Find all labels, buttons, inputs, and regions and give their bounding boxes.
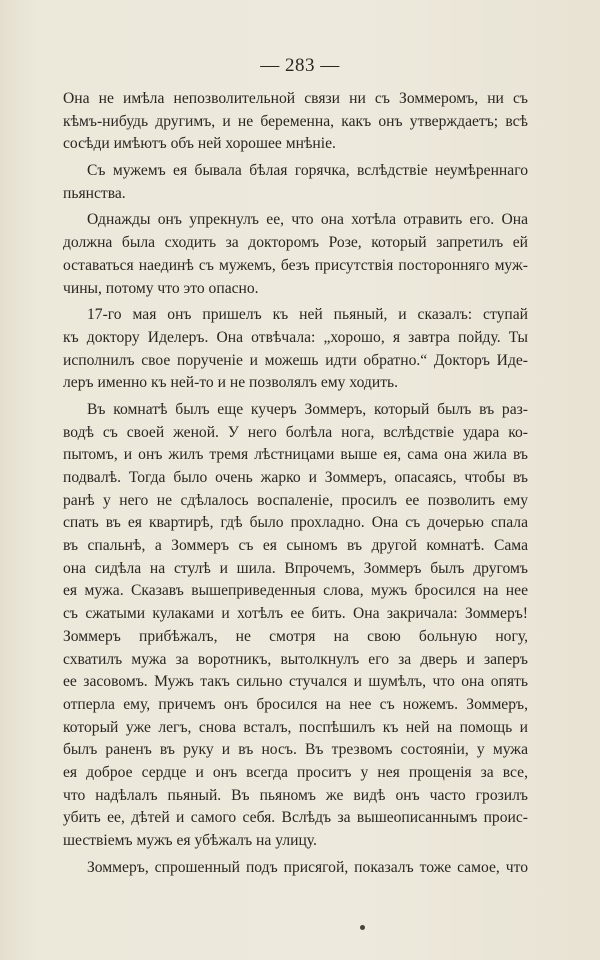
text-line: леръ именно къ ней-то и не позволялъ ему ходить. xyxy=(63,374,399,392)
body-text xyxy=(63,88,528,883)
text-line: убить ее, дѣтей и самого себя. Вслѣдъ за вышеописаннымъ проис- xyxy=(63,809,528,827)
page-number: — 283 — xyxy=(260,55,340,76)
text-line: водѣ съ своей женой. У него болѣла нога, вслѣдствіе удара ко- xyxy=(63,423,528,441)
text-line: ранѣ у него не сдѣлалось воспаленіе, просилъ ее позволить ему xyxy=(63,491,528,509)
text-line: оставаться наединѣ съ мужемъ, безъ присутствія посторонняго муж- xyxy=(63,256,528,274)
text-line: подвалѣ. Тогда было очень жарко и Зоммеръ, опасаясь, чтобы въ xyxy=(63,469,528,486)
ink-speck xyxy=(360,925,365,930)
text-line: сосѣди имѣютъ объ ней хорошее мнѣніе. xyxy=(63,135,336,153)
text-line: 17-го мая онъ пришелъ къ ней пьяный, и сказалъ: ступай xyxy=(87,306,528,324)
text-line: ея мужа. Сказавъ вышеприведенныя слова, мужъ бросился на нее xyxy=(63,582,528,600)
paragraph xyxy=(63,399,528,853)
text-line: Съ мужемъ ея бывала бѣлая горячка, вслѣдствіе неумѣреннаго xyxy=(87,162,528,180)
text-line: пытомъ, и онъ жилъ тремя лѣстницами выше ея, сама она жила въ xyxy=(63,446,528,464)
paragraph xyxy=(63,304,528,395)
text-line: съ сжатыми кулаками и хотѣлъ ее бить. Она закричала: Зоммеръ! xyxy=(63,605,528,623)
text-line: должна была сходить за докторомъ Розе, который запретилъ ей xyxy=(63,234,528,252)
text-line: Однажды онъ упрекнулъ ее, что она хотѣла отравить его. Она xyxy=(87,211,528,229)
text-line: шествіемъ мужъ ея убѣжалъ на улицу. xyxy=(63,832,317,849)
text-line: Зоммеръ, спрошенный подъ присягой, показалъ тоже самое, что xyxy=(87,858,528,876)
text-line: исполнилъ свое порученіе и можешь идти обратно.“ Докторъ Иде- xyxy=(63,351,528,369)
paragraph xyxy=(63,88,528,156)
text-line: она сидѣла на стулѣ и шила. Впрочемъ, Зоммеръ былъ другомъ xyxy=(63,559,528,577)
text-line: Въ комнатѣ былъ еще кучеръ Зоммеръ, который былъ въ раз- xyxy=(87,400,528,418)
text-line: пьянства. xyxy=(63,184,126,202)
text-line: былъ раненъ въ руку и въ носъ. Въ трезвомъ состояніи, у мужа xyxy=(63,741,528,759)
text-line: къ доктору Иделеръ. Она отвѣчала: „хорошо, я завтра пойду. Ты xyxy=(63,328,528,346)
text-line: ея доброе сердце и онъ всегда проситъ у нея прощенія за все, xyxy=(63,763,528,781)
text-line: спать въ ея квартирѣ, гдѣ было прохладно. Она съ дочерью спала xyxy=(63,514,528,532)
text-line: схватилъ мужа за воротникъ, вытолкнулъ его за дверь и заперъ xyxy=(63,650,528,668)
paragraph xyxy=(63,857,528,880)
text-line: что надѣлалъ пьяный. Въ пьяномъ же видѣ онъ часто грозилъ xyxy=(63,786,528,804)
text-line: въ спальнѣ, а Зоммеръ съ ея сыномъ въ другой комнатѣ. Сама xyxy=(63,537,528,555)
paragraph xyxy=(63,209,528,300)
text-line: чины, потому что это опасно. xyxy=(63,279,259,297)
text-line: который уже легъ, снова всталъ, поспѣшилъ къ ней на помощь и xyxy=(63,718,528,736)
text-line: отперла ему, причемъ онъ бросился на нее съ ножемъ. Зоммеръ, xyxy=(63,695,528,713)
text-line: кѣмъ-нибудь другимъ, и не беременна, какъ онъ утверждаетъ; всѣ xyxy=(63,112,528,130)
text-line: Зоммеръ прибѣжалъ, не смотря на свою больную ногу, xyxy=(63,627,528,645)
text-line: ее засовомъ. Мужъ такъ сильно стучался и шумѣлъ, что она опять xyxy=(63,673,528,691)
text-line: Она не имѣла непозволительной связи ни съ Зоммеромъ, ни съ xyxy=(63,90,528,107)
paragraph xyxy=(63,160,528,205)
